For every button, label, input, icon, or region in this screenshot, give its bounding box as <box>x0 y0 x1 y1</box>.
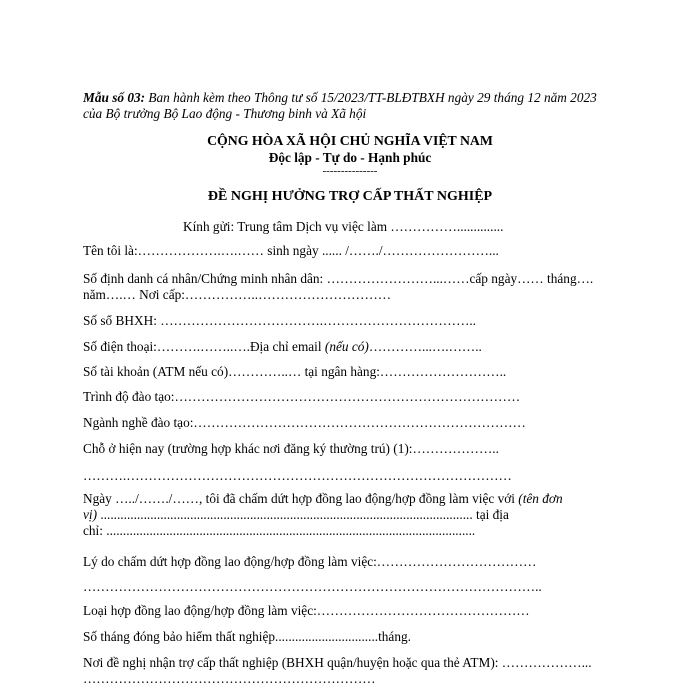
motto-underline: --------------- <box>322 165 378 177</box>
field-benefit-receiving-place-continued: ………………………………………………………… <box>83 671 376 686</box>
template-note-line-1 <box>83 90 597 106</box>
recipient-line: Kính gửi: Trung tâm Dịch vụ việc làm …………….............. <box>183 219 504 234</box>
field-bank-account: Số tài khoản (ATM nếu có)…………..… tại ngân hàng:……………………….. <box>83 364 507 379</box>
field-name-dob: Tên tôi là:……………….….…… sinh ngày ...... /……./……………………... <box>83 243 499 258</box>
template-note-text: Ban hành kèm theo Thông tư số 15/2023/TT-BLĐTBXH ngày 29 tháng 12 năm 2023 <box>148 90 597 105</box>
field-contract-termination-line-1: Ngày …../……./……, tôi đã chấm dứt hợp đồng lao động/hợp đồng làm việc với (tên đơn <box>83 491 563 506</box>
template-note-line-2: của Bộ trưởng Bộ Lao động - Thương binh và Xã hội <box>83 106 367 121</box>
field-social-insurance-number: Số sổ BHXH: ……………………………….…………………………….. <box>83 313 477 328</box>
national-motto: Độc lập - Tự do - Hạnh phúc <box>268 150 432 165</box>
field-contract-type: Loại hợp đồng lao động/hợp đồng làm việc:………………………………………… <box>83 603 530 618</box>
national-title: CỘNG HÒA XÃ HỘI CHỦ NGHĨA VIỆT NAM <box>207 133 493 148</box>
field-id-issue-place: năm….… Nơi cấp:……………..………………………… <box>83 287 392 302</box>
field-current-residence-continued: ……….…………………………………………………………………………… <box>83 468 512 483</box>
field-current-residence: Chỗ ở hiện nay (trường hợp khác nơi đăng ký thường trú) (1):……………….. <box>83 441 499 456</box>
field-phone-email: Số điện thoại:……….……..….Địa chỉ email (nếu có)…………...….…….. <box>83 339 482 354</box>
field-contract-termination-line-3: chỉ: ............................................................................................................... <box>83 523 476 538</box>
field-insurance-months: Số tháng đóng bảo hiểm thất nghiệp...............................tháng. <box>83 629 411 644</box>
field-trained-profession: Ngành nghề đào tạo:………………………………………………………………… <box>83 415 526 430</box>
field-education-level: Trình độ đào tạo:…………………………………………………………………… <box>83 389 521 404</box>
field-termination-reason: Lý do chấm dứt hợp đồng lao động/hợp đồng làm việc:……………………………… <box>83 554 537 569</box>
field-benefit-receiving-place: Nơi đề nghị nhận trợ cấp thất nghiệp (BHXH quận/huyện hoặc qua thẻ ATM): ………………... <box>83 655 592 670</box>
field-contract-termination-line-2: vị) ................................................................................................................ tại địa <box>83 507 509 522</box>
field-termination-reason-continued: ………………………………………………………………………………………….. <box>83 579 542 594</box>
form-title: ĐỀ NGHỊ HƯỞNG TRỢ CẤP THẤT NGHIỆP <box>207 189 493 204</box>
template-number: Mẫu số 03: <box>83 90 149 105</box>
field-id-number: Số định danh cá nhân/Chứng minh nhân dân: ……………………...……cấp ngày…… tháng…. <box>83 271 594 286</box>
